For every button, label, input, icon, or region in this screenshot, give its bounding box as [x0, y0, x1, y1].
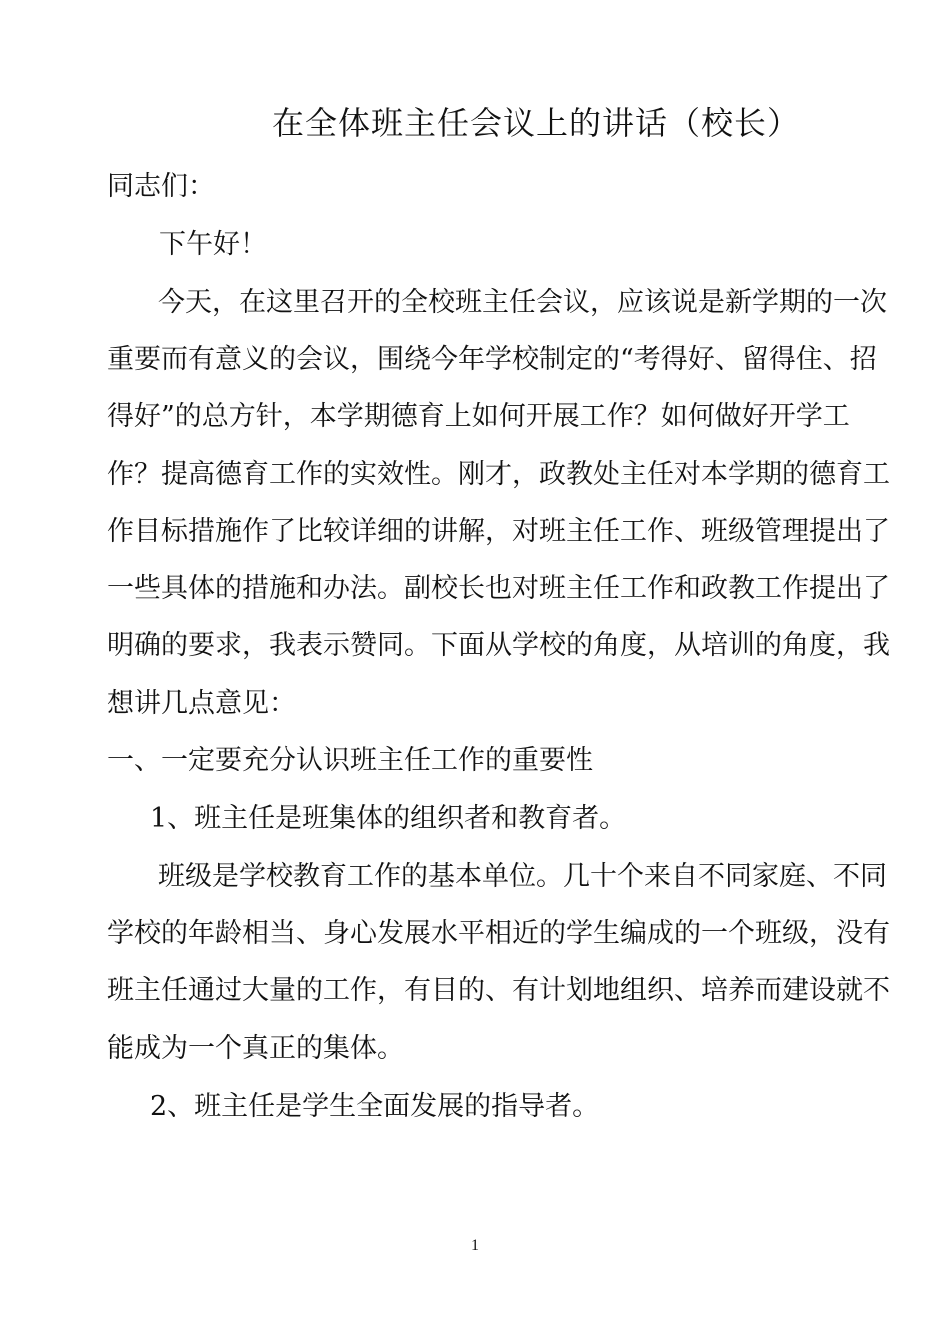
paragraph-line: 重要而有意义的会议，围绕今年学校制定的“考得好、留得住、招	[107, 344, 877, 375]
point-2: 2、班主任是学生全面发展的指导者。	[150, 1091, 600, 1122]
paragraph-line: 今天，在这里召开的全校班主任会议，应该说是新学期的一次	[158, 287, 887, 318]
paragraph-line: 得好”的总方针，本学期德育上如何开展工作？如何做好开学工	[107, 401, 850, 432]
point-1: 1、班主任是班集体的组织者和教育者。	[150, 803, 627, 834]
paragraph-line: 明确的要求，我表示赞同。下面从学校的角度，从培训的角度，我	[107, 630, 890, 661]
paragraph-line: 学校的年龄相当、身心发展水平相近的学生编成的一个班级，没有	[107, 918, 890, 949]
paragraph-line: 作目标措施作了比较详细的讲解，对班主任工作、班级管理提出了	[107, 516, 890, 547]
document-title: 在全体班主任会议上的讲话（校长）	[272, 104, 801, 142]
paragraph-line: 班级是学校教育工作的基本单位。几十个来自不同家庭、不同	[158, 861, 887, 892]
greeting: 下午好！	[159, 229, 267, 260]
paragraph-line: 作？提高德育工作的实效性。刚才，政教处主任对本学期的德育工	[107, 459, 890, 490]
salutation: 同志们：	[107, 171, 215, 202]
paragraph-line: 班主任通过大量的工作，有目的、有计划地组织、培养而建设就不	[107, 975, 890, 1006]
paragraph-line: 一些具体的措施和办法。副校长也对班主任工作和政教工作提出了	[107, 573, 890, 604]
section-heading: 一、一定要充分认识班主任工作的重要性	[107, 745, 593, 776]
page-number: 1	[471, 1237, 479, 1254]
paragraph-line: 想讲几点意见：	[107, 688, 296, 719]
paragraph-line: 能成为一个真正的集体。	[107, 1033, 404, 1064]
